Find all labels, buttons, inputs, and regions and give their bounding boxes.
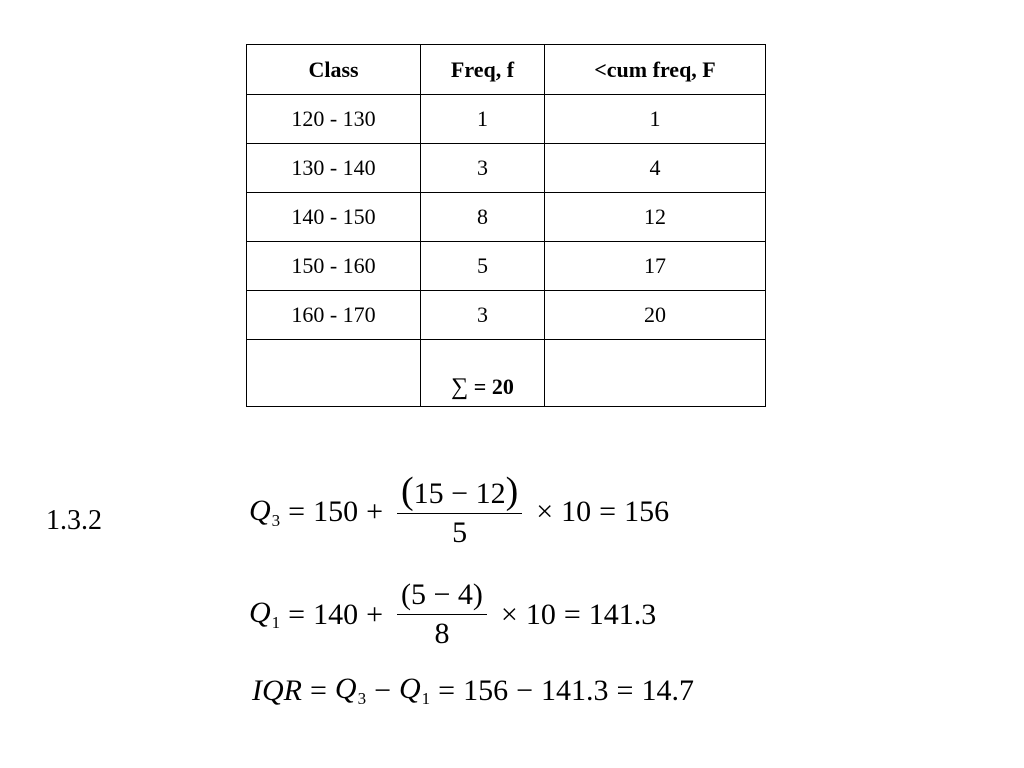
iqr-q3-value: 156	[463, 673, 509, 707]
q1-class-width: 10	[525, 597, 556, 631]
empty-cell	[545, 340, 766, 407]
q3-variable: $Q_3$	[334, 672, 367, 708]
q1-fraction	[397, 576, 487, 653]
times-sign: ×	[536, 495, 554, 528]
frequency-cell: 3	[421, 291, 545, 340]
equals-sign: =	[563, 597, 581, 631]
summation-symbol: ∑	[451, 374, 469, 400]
equals-sign: =	[288, 495, 306, 528]
iqr-variable: IQR	[252, 673, 302, 707]
times-sign: ×	[500, 597, 518, 631]
cumulative-frequency-cell: 4	[545, 144, 766, 193]
header-frequency: Freq, f	[421, 45, 545, 95]
equals-sign: =	[309, 673, 327, 707]
q3-result: 156	[624, 495, 670, 528]
class-cell: 140 - 150	[247, 193, 421, 242]
q1-base-value: 140	[313, 597, 359, 631]
minus-sign: −	[374, 673, 391, 707]
q3-variable: $Q_3$	[249, 493, 281, 530]
table-row	[247, 193, 766, 242]
q1-variable: $Q_1$	[399, 672, 431, 708]
iqr-result: 14.7	[641, 673, 694, 707]
section-number: 1.3.2	[46, 505, 102, 536]
cumulative-frequency-cell: 1	[545, 95, 766, 144]
table-row	[247, 144, 766, 193]
frequency-total-value: = 20	[473, 374, 514, 399]
table-row	[247, 291, 766, 340]
table-total-row	[247, 340, 766, 407]
q1-formula	[249, 576, 656, 653]
plus-sign: +	[366, 495, 384, 528]
q1-variable: $Q_1$	[249, 596, 281, 632]
iqr-formula	[252, 672, 694, 709]
class-cell: 160 - 170	[247, 291, 421, 340]
frequency-total-cell	[421, 340, 545, 407]
equals-sign: =	[616, 673, 634, 707]
header-class: Class	[247, 45, 421, 95]
q3-base-value: 150	[313, 495, 359, 528]
q3-fraction	[397, 472, 522, 552]
q1-denominator: 8	[434, 617, 450, 650]
table-header-row	[247, 45, 766, 95]
table-row	[247, 95, 766, 144]
equals-sign: =	[599, 495, 617, 528]
q1-numerator: (5 − 4)	[401, 578, 483, 611]
q3-formula	[249, 472, 669, 552]
frequency-cell: 1	[421, 95, 545, 144]
class-cell: 120 - 130	[247, 95, 421, 144]
q1-result: 141.3	[588, 597, 657, 631]
minus-sign: −	[516, 673, 534, 707]
q3-class-width: 10	[561, 495, 592, 528]
iqr-q1-value: 141.3	[541, 673, 609, 707]
q3-numerator: (15 − 12)	[401, 470, 519, 512]
header-cumulative-frequency: <cum freq, F	[545, 45, 766, 95]
frequency-cell: 5	[421, 242, 545, 291]
cumulative-frequency-cell: 12	[545, 193, 766, 242]
plus-sign: +	[366, 597, 384, 631]
class-cell: 150 - 160	[247, 242, 421, 291]
frequency-cell: 8	[421, 193, 545, 242]
equals-sign: =	[288, 597, 306, 631]
frequency-table	[246, 44, 766, 407]
table-row	[247, 242, 766, 291]
equals-sign: =	[438, 673, 456, 707]
cumulative-frequency-cell: 17	[545, 242, 766, 291]
empty-cell	[247, 340, 421, 407]
class-cell: 130 - 140	[247, 144, 421, 193]
q3-denominator: 5	[452, 516, 468, 549]
frequency-cell: 3	[421, 144, 545, 193]
cumulative-frequency-cell: 20	[545, 291, 766, 340]
